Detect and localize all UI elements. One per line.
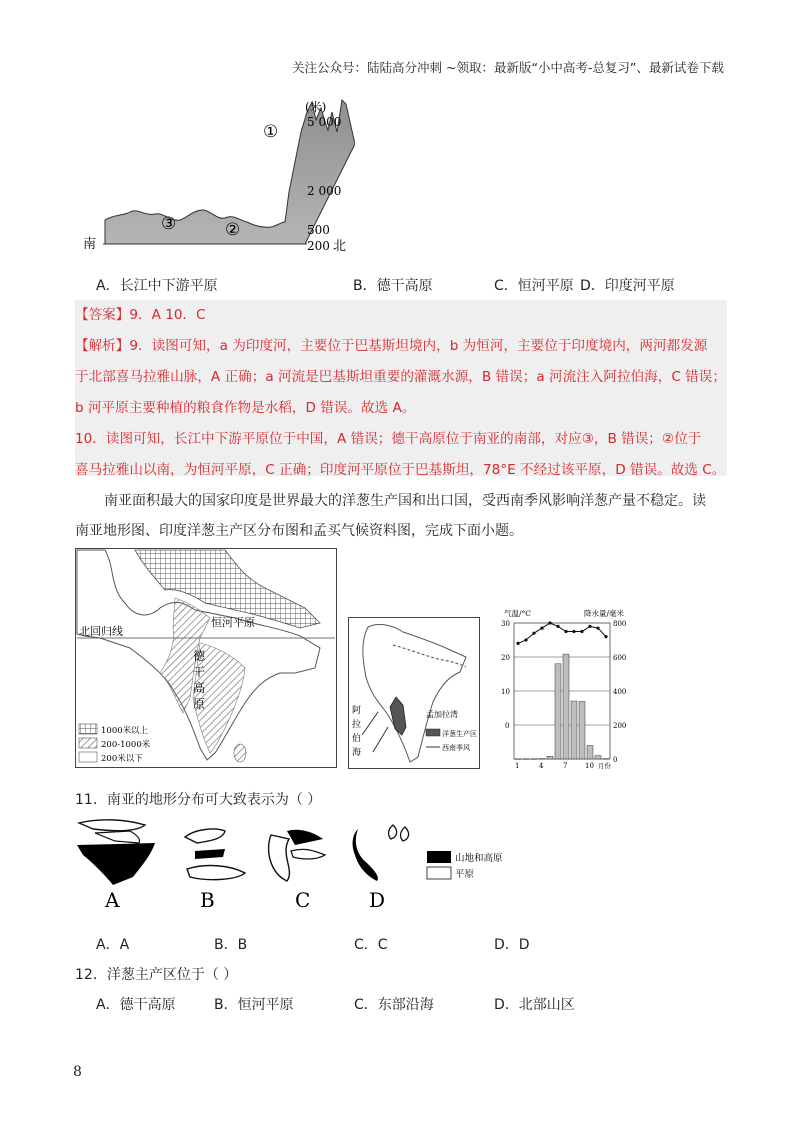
- arabian-sea-label-3: 伯: [352, 734, 362, 744]
- right-tick-400: 400: [613, 688, 627, 696]
- explanation-line-5: 喜马拉雅山以南，为恒河平原，C 正确；印度河平原位于巴基斯坦，78°E 不经过该平原，D 错误。故选 C。: [75, 462, 726, 478]
- deccan-label-4: 原: [193, 697, 206, 711]
- precip-bar-11: [595, 756, 601, 759]
- legend-high-swatch: [79, 724, 97, 734]
- x-tick-7: 7: [563, 762, 568, 770]
- precip-bar-9: [579, 702, 585, 759]
- deccan-label-2: 干: [193, 665, 206, 679]
- legend-high-label: 1000米以上: [101, 726, 149, 736]
- temperature-point-6: [556, 625, 559, 628]
- temperature-point-2: [524, 638, 527, 641]
- marker-3: ③: [161, 214, 177, 234]
- left-tick-20: 20: [501, 654, 510, 662]
- option-d-small-2: [401, 827, 409, 841]
- bay-of-bengal-label: 孟加拉湾: [426, 710, 458, 719]
- option-c-middle: [291, 849, 325, 859]
- intro-line-1: 南亚面积最大的国家印度是世界最大的洋葱生产国和出口国，受西南季风影响洋葱产量不稳定。读: [104, 493, 706, 509]
- q11-options-figure: [75, 815, 515, 915]
- legend-mid-label: 200-1000米: [101, 740, 151, 750]
- option-b-top: [185, 829, 225, 843]
- q11-option-d: D．D: [494, 937, 530, 953]
- q12-option-c: C．东部沿海: [354, 997, 434, 1013]
- q12-option-b: B．恒河平原: [214, 997, 294, 1013]
- option-a-plain: [95, 831, 140, 843]
- temperature-point-5: [548, 621, 551, 624]
- north-label: 北: [333, 239, 347, 254]
- left-tick-0: 0: [505, 722, 510, 730]
- explanation-line-3: b 河平原主要种植的粮食作物是水稻，D 错误。故选 A。: [75, 400, 416, 416]
- precip-bar-3: [531, 759, 537, 760]
- temperature-point-1: [516, 642, 519, 645]
- q10-option-c: C．恒河平原: [494, 278, 574, 294]
- right-tick-800: 800: [613, 620, 627, 628]
- tick-5000: 5 000: [307, 115, 342, 129]
- option-a-mountain-band: [79, 820, 145, 831]
- unit-label: (米): [305, 100, 327, 114]
- option-a-plateau: [77, 843, 155, 885]
- x-unit-label: 月份: [598, 762, 611, 770]
- tick-2000: 2 000: [307, 184, 342, 198]
- sri-lanka: [234, 744, 246, 762]
- temperature-point-8: [572, 630, 575, 633]
- x-tick-10: 10: [585, 762, 594, 770]
- option-d-black-shape: [353, 829, 378, 881]
- right-tick-600: 600: [613, 654, 627, 662]
- tick-500: 500: [307, 223, 330, 237]
- x-tick-1: 1: [515, 762, 520, 770]
- legend-mountain-swatch: [427, 851, 451, 863]
- legend-low-label: 200米以下: [101, 754, 143, 764]
- arabian-sea-label-1: 阿: [352, 706, 362, 716]
- explanation-line-1: 【解析】9．读图可知，a 为印度河，主要位于巴基斯坦境内，b 为恒河，主要位于印度境内，两河都发源: [75, 338, 708, 354]
- south-asia-terrain-map: [75, 548, 337, 768]
- temperature-point-11: [596, 627, 599, 630]
- precip-bar-12: [603, 759, 609, 760]
- precip-bar-4: [539, 759, 545, 760]
- tropic-label: 北回归线: [79, 625, 123, 638]
- legend-onion-swatch: [426, 729, 440, 736]
- temperature-point-7: [564, 630, 567, 633]
- legend-mid-swatch: [79, 738, 97, 748]
- temperature-point-4: [540, 627, 543, 630]
- q11-stem: 11．南亚的地形分布可大致表示为（ ）: [75, 792, 322, 808]
- explanation-line-4: 10．读图可知，长江中下游平原位于中国，A 错误；德干高原位于南亚的南部，对应③，B 错误；②位于: [75, 431, 702, 447]
- option-c-outer: [269, 835, 290, 881]
- explanation-line-2: 于北部喜马拉雅山脉，A 正确；a 河流是巴基斯坦重要的灌溉水源，B 错误；a 河流注入阿拉伯海，C 错误；: [75, 369, 726, 385]
- marker-1: ①: [263, 122, 279, 142]
- legend-monsoon-label: 西南季风: [442, 744, 470, 752]
- legend-plain-label: 平原: [455, 869, 475, 880]
- deccan-label-1: 德: [193, 649, 206, 663]
- legend-onion-label: 洋葱生产区: [442, 730, 477, 738]
- onion-area-map: [348, 617, 480, 769]
- answer-block: [75, 300, 727, 476]
- option-a-label: A: [105, 888, 120, 912]
- x-tick-4: 4: [539, 762, 544, 770]
- precip-bar-1: [515, 759, 521, 760]
- precip-bar-6: [555, 664, 561, 759]
- q10-option-a: A．长江中下游平原: [96, 278, 218, 294]
- q12-option-a: A．德干高原: [96, 997, 176, 1013]
- legend-plain-swatch: [427, 867, 451, 879]
- right-tick-200: 200: [613, 722, 627, 730]
- q12-stem: 12．洋葱主产区位于（ ）: [75, 967, 238, 983]
- elevation-profile-figure: [75, 92, 355, 257]
- temperature-point-9: [580, 630, 583, 633]
- precip-bar-10: [587, 746, 593, 759]
- page-number: 8: [73, 1064, 82, 1080]
- option-b-bottom: [187, 866, 245, 880]
- left-axis-title: 气温/°C: [504, 609, 532, 618]
- left-tick-10: 10: [501, 688, 510, 696]
- arabian-sea-label-2: 拉: [352, 720, 362, 730]
- temperature-point-3: [532, 632, 535, 635]
- intro-line-2: 南亚地形图、印度洋葱主产区分布图和孟买气候资料图，完成下面小题。: [75, 523, 523, 539]
- q10-option-b: B．德干高原: [353, 278, 433, 294]
- option-d-label: D: [369, 888, 386, 912]
- q11-option-a: A．A: [96, 937, 130, 953]
- precip-bar-2: [523, 759, 529, 760]
- q12-option-d: D．北部山区: [494, 997, 575, 1013]
- legend-mountain-label: 山地和高原: [455, 853, 503, 864]
- q11-option-c: C．C: [354, 937, 388, 953]
- tick-200: 200: [307, 239, 330, 253]
- left-tick-30: 30: [501, 620, 510, 628]
- header-note: 关注公众号：陆陆高分冲刺 ~领取：最新版“小中高考-总复习”、最新试卷下载: [292, 60, 724, 75]
- option-b-label: B: [200, 888, 215, 912]
- option-b-black-band: [195, 849, 225, 859]
- arabian-sea-label-4: 海: [352, 748, 362, 758]
- temperature-point-12: [604, 635, 607, 638]
- temperature-point-10: [588, 625, 591, 628]
- right-tick-0: 0: [613, 756, 618, 764]
- south-label: 南: [83, 237, 97, 252]
- precip-bar-5: [547, 756, 553, 759]
- precip-bar-7: [563, 654, 569, 759]
- option-c-label: C: [295, 888, 311, 912]
- right-axis-title: 降水量/毫米: [584, 609, 625, 618]
- option-c-black-top: [287, 830, 323, 845]
- precip-bar-8: [571, 701, 577, 759]
- q10-option-d: D．印度河平原: [580, 278, 675, 294]
- marker-2: ②: [225, 220, 241, 240]
- q11-option-b: B．B: [214, 937, 248, 953]
- option-d-small-1: [389, 825, 397, 839]
- ganges-plain-label: 恒河平原: [211, 616, 255, 629]
- mumbai-climate-chart: [498, 605, 633, 770]
- deccan-label-3: 高: [193, 681, 206, 695]
- answer-line: 【答案】9．A 10．C: [75, 307, 206, 323]
- legend-low-swatch: [79, 752, 97, 762]
